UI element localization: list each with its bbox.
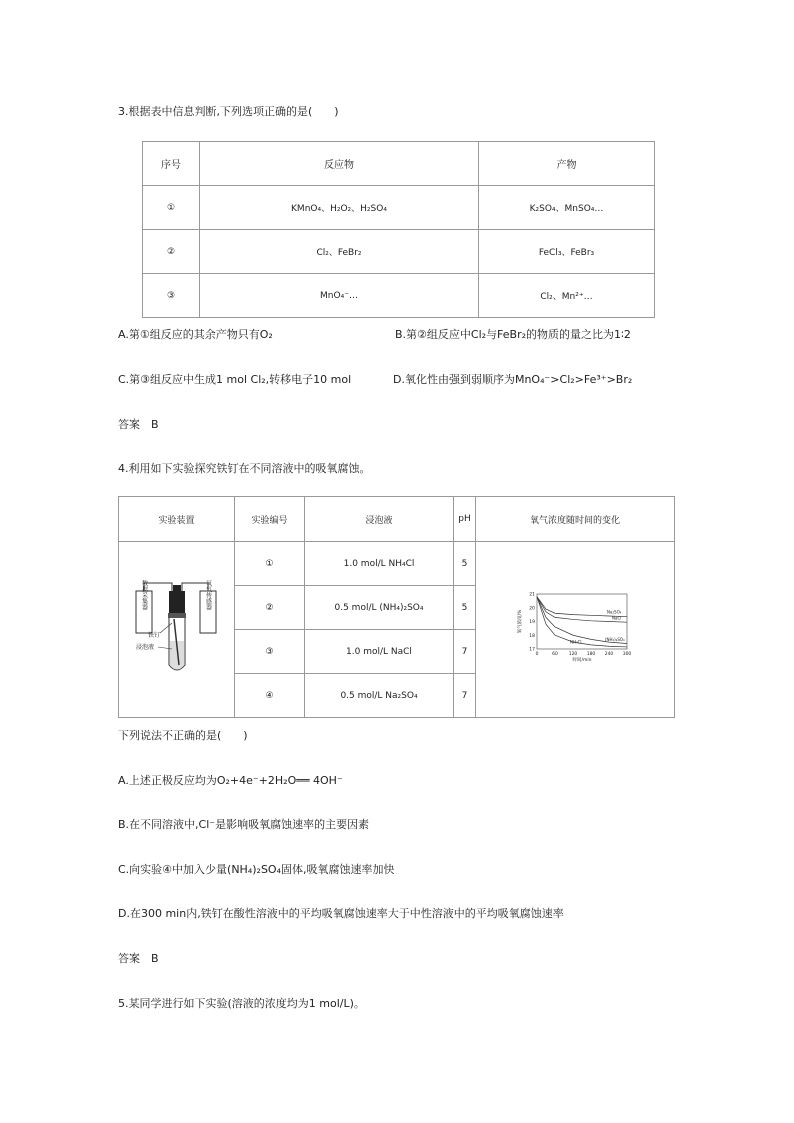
apparatus-cell bbox=[119, 542, 235, 718]
nail-label: 铁钉 bbox=[147, 632, 160, 639]
q4-row-ph: 7 bbox=[454, 674, 476, 718]
q3-option-b: B.第②组反应中Cl₂与FeBr₂的物质的量之比为1∶2 bbox=[395, 328, 631, 341]
q4-stem: 4.利用如下实验探究铁钉在不同溶液中的吸氧腐蚀。 bbox=[118, 462, 371, 475]
q4-row-no: ④ bbox=[235, 674, 305, 718]
x-tick-label: 0 bbox=[535, 652, 539, 657]
q4-row-no: ③ bbox=[235, 630, 305, 674]
q3-option-c: C.第③组反应中生成1 mol Cl₂,转移电子10 mol bbox=[118, 373, 352, 386]
series-label: (NH₄)₂SO₄ bbox=[605, 637, 625, 642]
q3-row-reactants: KMnO₄、H₂O₂、H₂SO₄ bbox=[200, 186, 479, 230]
q3-row-products: K₂SO₄、MnSO₄… bbox=[479, 186, 655, 230]
q3-row-products: FeCl₃、FeBr₃ bbox=[479, 230, 655, 274]
q4-table bbox=[118, 496, 675, 718]
q4-option-b: B.在不同溶液中,Cl⁻是影响吸氧腐蚀速率的主要因素 bbox=[118, 818, 370, 831]
q3-header-products: 产物 bbox=[479, 142, 655, 186]
table-row bbox=[143, 186, 655, 230]
data-collector-label: 数据采集器 bbox=[140, 580, 147, 610]
q4-sub-stem: 下列说法不正确的是( ) bbox=[118, 729, 248, 742]
q4-header-apparatus: 实验装置 bbox=[119, 497, 235, 542]
q5-stem: 5.某同学进行如下实验(溶液的浓度均为1 mol/L)。 bbox=[118, 997, 365, 1010]
y-tick-label: 18 bbox=[529, 633, 535, 639]
q4-option-c: C.向实验④中加入少量(NH₄)₂SO₄固体,吸氧腐蚀速率加快 bbox=[118, 863, 395, 876]
q3-option-a: A.第①组反应的其余产物只有O₂ bbox=[118, 328, 273, 341]
oxygen-sensor-label: 氧气传感器 bbox=[204, 580, 211, 610]
x-tick-label: 180 bbox=[586, 652, 596, 657]
x-tick-label: 60 bbox=[552, 652, 558, 657]
q3-row-no: ③ bbox=[143, 274, 200, 318]
q3-stem: 3.根据表中信息判断,下列选项正确的是( ) bbox=[118, 105, 339, 118]
liquid-label: 浸泡液 bbox=[135, 644, 154, 651]
q3-option-d: D.氧化性由强到弱顺序为MnO₄⁻>Cl₂>Fe³⁺>Br₂ bbox=[393, 373, 633, 386]
q4-row-ph: 5 bbox=[454, 542, 476, 586]
q4-option-d: D.在300 min内,铁钉在酸性溶液中的平均吸氧腐蚀速率大于中性溶液中的平均吸氧腐蚀速率 bbox=[118, 907, 564, 920]
q3-row-no: ① bbox=[143, 186, 200, 230]
table-row bbox=[143, 274, 655, 318]
series-label: Na₂SO₄ bbox=[607, 609, 622, 615]
q4-row-solution: 0.5 mol/L Na₂SO₄ bbox=[305, 674, 454, 718]
q4-header-ph: pH bbox=[454, 497, 476, 542]
q4-row-solution: 0.5 mol/L (NH₄)₂SO₄ bbox=[305, 586, 454, 630]
q3-header-no: 序号 bbox=[143, 142, 200, 186]
y-tick-label: 21 bbox=[529, 592, 535, 598]
q4-row-solution: 1.0 mol/L NaCl bbox=[305, 630, 454, 674]
series-label: NaCl bbox=[612, 615, 622, 621]
q4-row-no: ② bbox=[235, 586, 305, 630]
x-tick-label: 120 bbox=[568, 652, 578, 657]
table-row bbox=[143, 230, 655, 274]
q4-row-ph: 5 bbox=[454, 586, 476, 630]
x-axis-label: 时间/min bbox=[572, 658, 592, 663]
chart-cell bbox=[476, 542, 675, 718]
q4-header-chart: 氧气浓度随时间的变化 bbox=[476, 497, 675, 542]
q3-table bbox=[142, 141, 655, 318]
oxygen-chart bbox=[515, 588, 635, 668]
y-axis-label: 氧气浓度/% bbox=[518, 609, 523, 634]
q4-answer: 答案 B bbox=[118, 952, 159, 965]
q3-answer: 答案 B bbox=[118, 418, 159, 431]
q4-row-solution: 1.0 mol/L NH₄Cl bbox=[305, 542, 454, 586]
table-row bbox=[119, 542, 675, 586]
q4-row-no: ① bbox=[235, 542, 305, 586]
q3-row-reactants: Cl₂、FeBr₂ bbox=[200, 230, 479, 274]
q3-header-reactants: 反应物 bbox=[200, 142, 479, 186]
q3-row-reactants: MnO₄⁻… bbox=[200, 274, 479, 318]
q3-row-no: ② bbox=[143, 230, 200, 274]
y-tick-label: 20 bbox=[529, 606, 535, 612]
q3-row-products: Cl₂、Mn²⁺… bbox=[479, 274, 655, 318]
q4-row-ph: 7 bbox=[454, 630, 476, 674]
y-tick-label: 17 bbox=[529, 647, 535, 653]
q4-option-a: A.上述正极反应均为O₂+4e⁻+2H₂O══ 4OH⁻ bbox=[118, 774, 343, 787]
q4-header-no: 实验编号 bbox=[235, 497, 305, 542]
apparatus-diagram bbox=[132, 573, 222, 683]
sensor-probe bbox=[169, 591, 185, 613]
x-tick-label: 300 bbox=[622, 652, 632, 657]
series-label: NH₄Cl bbox=[570, 639, 582, 645]
q4-header-solution: 浸泡液 bbox=[305, 497, 454, 542]
y-tick-label: 19 bbox=[529, 620, 535, 625]
x-tick-label: 240 bbox=[604, 652, 614, 657]
